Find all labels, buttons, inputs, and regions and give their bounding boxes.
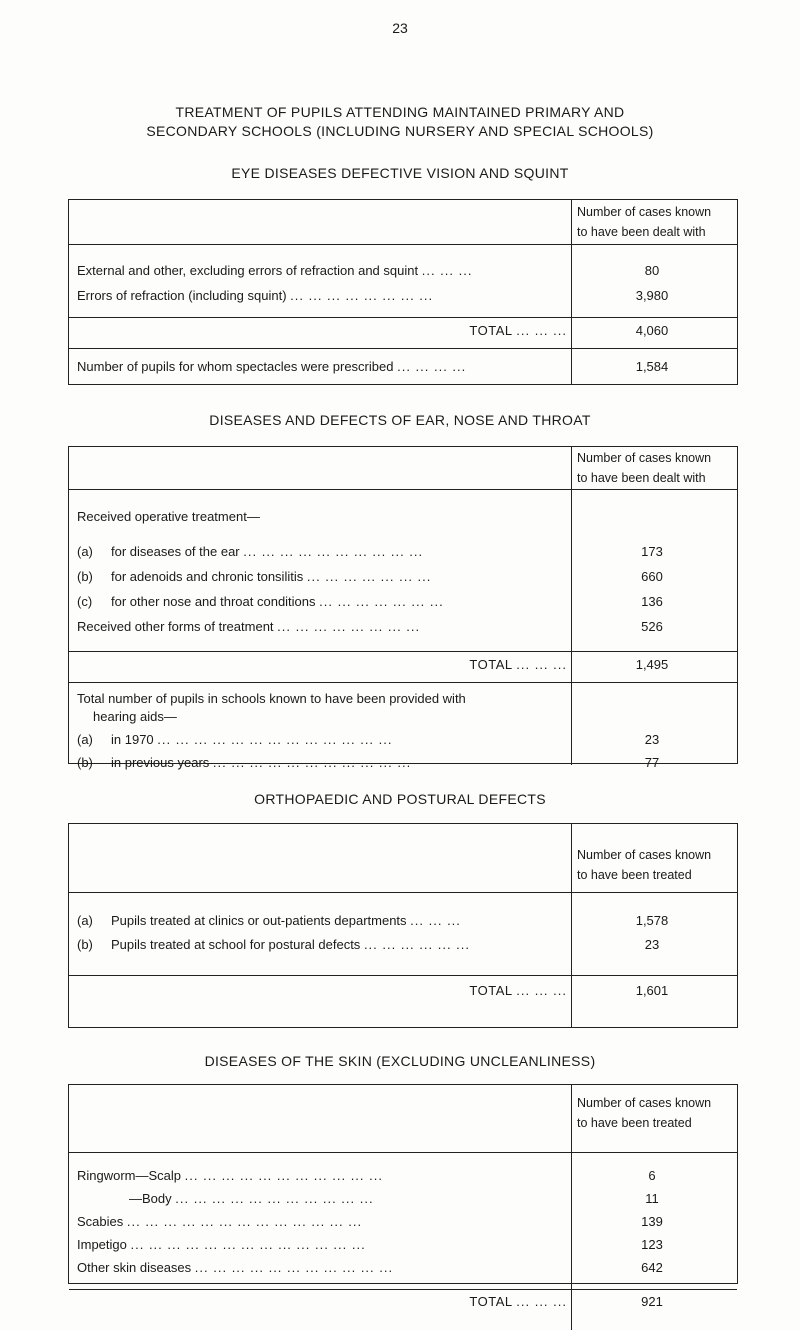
section-heading: hearing aids—: [93, 709, 177, 724]
row-label: External and other, excluding errors of refraction and squint ... ... ...: [77, 263, 473, 278]
row-label: for diseases of the ear ... ... ... ... ... ... ... ... ... ...: [111, 544, 424, 559]
total-value: 4,060: [635, 323, 669, 338]
row-value: 642: [641, 1260, 663, 1275]
table-row: (c) for other nose and throat conditions ... ... ... ... ... ... ... 136: [69, 592, 736, 612]
table-row: [69, 617, 736, 637]
row-value: 526: [641, 619, 663, 634]
table-row: [69, 1189, 736, 1209]
table-row: [69, 1166, 736, 1186]
section-heading: Received operative treatment—: [77, 509, 260, 524]
table-row: [69, 1258, 736, 1278]
row-label: —Body ... ... ... ... ... ... ... ... ... ... ...: [129, 1191, 374, 1206]
table-header: [69, 824, 737, 893]
row-value: 23: [644, 937, 660, 952]
table-body: [69, 245, 737, 318]
row-label: Other skin diseases ... ... ... ... ... ... ... ... ... ... ...: [77, 1260, 394, 1275]
page-number: 23: [392, 20, 408, 36]
table-header: [69, 447, 737, 490]
row-label: in previous years ... ... ... ... ... ... ... ... ... ... ...: [111, 755, 412, 770]
ent-section-title: DISEASES AND DEFECTS OF EAR, NOSE AND THROAT: [209, 412, 591, 428]
table-row: (b) Pupils treated at school for postural defects ... ... ... ... ... ... 23: [69, 935, 736, 955]
ortho-section-title: ORTHOPAEDIC AND POSTURAL DEFECTS: [254, 791, 546, 807]
row-label: Impetigo ... ... ... ... ... ... ... ... ... ... ... ... ...: [77, 1237, 366, 1252]
table-row: (b) for adenoids and chronic tonsilitis ... ... ... ... ... ... ... 660: [69, 567, 736, 587]
row-value: 11: [645, 1191, 659, 1206]
skin-section-title: DISEASES OF THE SKIN (EXCLUDING UNCLEANLINESS): [204, 1053, 596, 1069]
row-value: 77: [644, 755, 660, 770]
column-header: Number of cases known to have been dealt with: [577, 451, 712, 485]
row-value: 136: [641, 594, 663, 609]
total-label: TOTAL ... ... ...: [469, 1294, 567, 1309]
row-value: 23: [644, 732, 660, 747]
row-label: Errors of refraction (including squint) ... ... ... ... ... ... ... ...: [77, 288, 434, 303]
table-header: [69, 200, 737, 245]
total-value: 1,495: [635, 657, 669, 672]
table-row: (b) in previous years ... ... ... ... ... ... ... ... ... ... ... 77: [69, 753, 736, 773]
ear-nose-throat-table: [68, 446, 738, 770]
row-value: 6: [648, 1168, 656, 1183]
total-row: [69, 1290, 737, 1330]
skin-diseases-table: [68, 1084, 738, 1309]
hearing-aids-section: [69, 683, 737, 770]
row-value: 660: [641, 569, 663, 584]
column-header: Number of cases known to have been treated: [577, 1096, 712, 1130]
table-row: (a) Pupils treated at clinics or out-patients departments ... ... ... 1,578: [69, 911, 736, 931]
row-value: 173: [641, 544, 663, 559]
total-label: TOTAL ... ... ...: [469, 323, 567, 338]
row-label: Number of pupils for whom spectacles were prescribed ... ... ... ...: [77, 359, 467, 374]
table-row: (a) for diseases of the ear ... ... ... ... ... ... ... ... ... ... 173: [69, 542, 736, 562]
row-label: Pupils treated at clinics or out-patients departments ... ... ...: [111, 913, 461, 928]
row-label: for other nose and throat conditions ... ... ... ... ... ... ...: [111, 594, 444, 609]
column-header: Number of cases known to have been dealt with: [577, 205, 712, 239]
row-label: in 1970 ... ... ... ... ... ... ... ... ... ... ... ... ...: [111, 732, 393, 747]
table-row: [69, 1212, 736, 1232]
row-label: Received other forms of treatment ... ... ... ... ... ... ... ...: [77, 619, 421, 634]
table-row: (a) in 1970 ... ... ... ... ... ... ... ... ... ... ... ... ... 23: [69, 730, 736, 750]
total-value: 921: [641, 1294, 663, 1309]
total-value: 1,601: [635, 983, 669, 998]
table-header: [69, 1085, 737, 1153]
column-header: Number of cases known to have been treated: [577, 848, 712, 882]
row-label: for adenoids and chronic tonsilitis ... ... ... ... ... ... ...: [111, 569, 432, 584]
row-value: 1,578: [635, 913, 669, 928]
row-value: 3,980: [635, 288, 669, 303]
page-title-line-2: SECONDARY SCHOOLS (INCLUDING NURSERY AND SPECIAL SCHOOLS): [146, 123, 654, 139]
spectacles-row: [69, 349, 737, 385]
table-row: [69, 286, 736, 306]
row-value: 139: [641, 1214, 663, 1229]
table-row: [69, 1235, 736, 1255]
row-label: Scabies ... ... ... ... ... ... ... ... ... ... ... ... ...: [77, 1214, 363, 1229]
section-heading: Total number of pupils in schools known to have been provided with: [77, 691, 466, 706]
table-row: [69, 261, 736, 281]
eye-diseases-table: [68, 199, 738, 385]
table-body: [69, 1153, 737, 1290]
row-label: Pupils treated at school for postural defects ... ... ... ... ... ...: [111, 937, 471, 952]
total-label: TOTAL ... ... ...: [469, 657, 567, 672]
page-title-line-1: TREATMENT OF PUPILS ATTENDING MAINTAINED PRIMARY AND: [175, 104, 625, 120]
total-label: TOTAL ... ... ...: [469, 983, 567, 998]
table-body: [69, 490, 737, 652]
orthopaedic-table: [68, 823, 738, 1028]
table-body: [69, 893, 737, 976]
row-label: Ringworm—Scalp ... ... ... ... ... ... ... ... ... ... ...: [77, 1168, 383, 1183]
total-row: [69, 976, 737, 1028]
eye-section-title: EYE DISEASES DEFECTIVE VISION AND SQUINT: [231, 165, 569, 181]
total-row: [69, 318, 737, 349]
row-value: 1,584: [635, 359, 669, 374]
page-title: [0, 103, 800, 141]
total-row: [69, 652, 737, 683]
row-value: 80: [644, 263, 660, 278]
row-value: 123: [641, 1237, 663, 1252]
